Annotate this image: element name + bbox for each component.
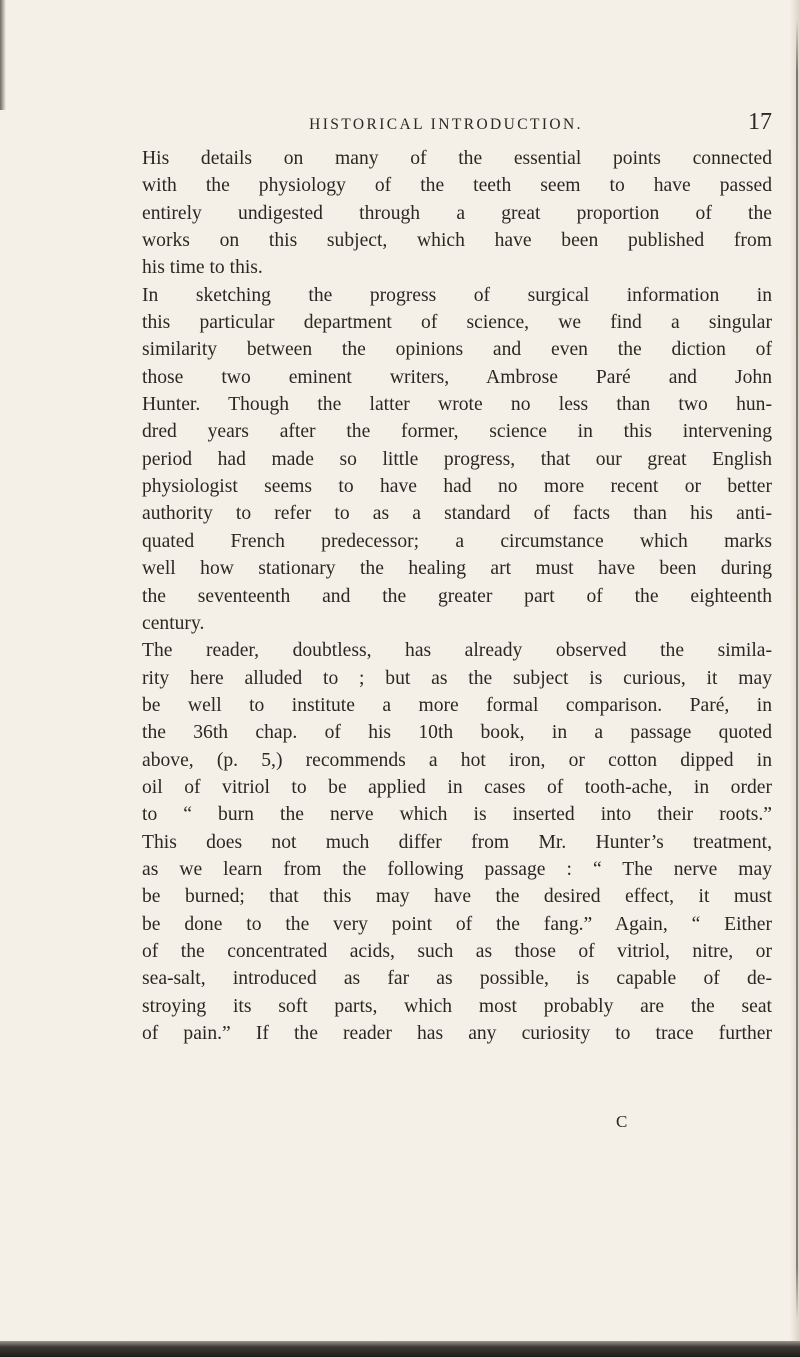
text-line: sea-salt, introduced as far as possible, is capable of de- bbox=[142, 968, 772, 990]
text-line: His details on many of the essential points connected bbox=[142, 148, 772, 169]
text-line: be done to the very point of the fang.” Again, “ Either bbox=[142, 913, 772, 935]
text-line: period had made so little progress, that our great English bbox=[142, 448, 772, 470]
text-line: above, (p. 5,) recommends a hot iron, or cotton dipped in bbox=[142, 749, 772, 771]
text-line: oil of vitriol to be applied in cases of tooth-ache, in order bbox=[142, 776, 772, 798]
binding-edge-line bbox=[796, 20, 798, 1320]
text-line: well how stationary the healing art must have been during bbox=[142, 558, 772, 580]
body-text bbox=[142, 145, 772, 1047]
text-line: The reader, doubtless, has already observed the simila- bbox=[142, 640, 772, 662]
text-line: rity here alluded to ; but as the subject is curious, it may bbox=[142, 667, 772, 689]
page-gutter bbox=[790, 0, 800, 1357]
scan-edge-shadow bbox=[0, 0, 6, 110]
text-line: stroying its soft parts, which most probably are the seat bbox=[142, 995, 772, 1017]
page-number: 17 bbox=[748, 109, 772, 135]
text-line: entirely undigested through a great proportion of the bbox=[142, 202, 772, 224]
text-line: the 36th chap. of his 10th book, in a passage quoted bbox=[142, 722, 772, 744]
text-line: In sketching the progress of surgical information in bbox=[142, 284, 772, 306]
text-line: quated French predecessor; a circumstance which marks bbox=[142, 530, 772, 552]
text-line: be burned; that this may have the desired effect, it must bbox=[142, 886, 772, 908]
text-line: works on this subject, which have been published from bbox=[142, 230, 772, 252]
text-line: as we learn from the following passage : “ The nerve may bbox=[142, 858, 772, 880]
text-line: with the physiology of the teeth seem to have passed bbox=[142, 175, 772, 197]
text-line: of the concentrated acids, such as those of vitriol, nitre, or bbox=[142, 940, 772, 962]
signature-mark: C bbox=[616, 1112, 628, 1131]
text-line: physiologist seems to have had no more recent or better bbox=[142, 476, 772, 498]
text-line: This does not much differ from Mr. Hunter’s treatment, bbox=[142, 831, 772, 853]
text-line: authority to refer to as a standard of facts than his anti- bbox=[142, 503, 772, 525]
text-line: the seventeenth and the greater part of the eighteenth bbox=[142, 585, 772, 607]
text-line: this particular department of science, we find a singular bbox=[142, 312, 772, 334]
text-line: to “ burn the nerve which is inserted into their roots.” bbox=[142, 804, 772, 826]
scan-bottom-edge bbox=[0, 1341, 800, 1357]
text-line: his time to this. bbox=[142, 257, 263, 279]
text-line: of pain.” If the reader has any curiosity to trace further bbox=[142, 1023, 772, 1044]
page-header bbox=[120, 92, 772, 135]
text-line: similarity between the opinions and even the diction of bbox=[142, 339, 772, 361]
text-line: Hunter. Though the latter wrote no less than two hun- bbox=[142, 394, 772, 416]
running-head: HISTORICAL INTRODUCTION. bbox=[309, 116, 583, 133]
text-line: be well to institute a more formal comparison. Paré, in bbox=[142, 694, 772, 716]
text-line: those two eminent writers, Ambrose Paré and John bbox=[142, 366, 772, 388]
text-line: dred years after the former, science in this intervening bbox=[142, 421, 772, 443]
text-line: century. bbox=[142, 612, 205, 634]
